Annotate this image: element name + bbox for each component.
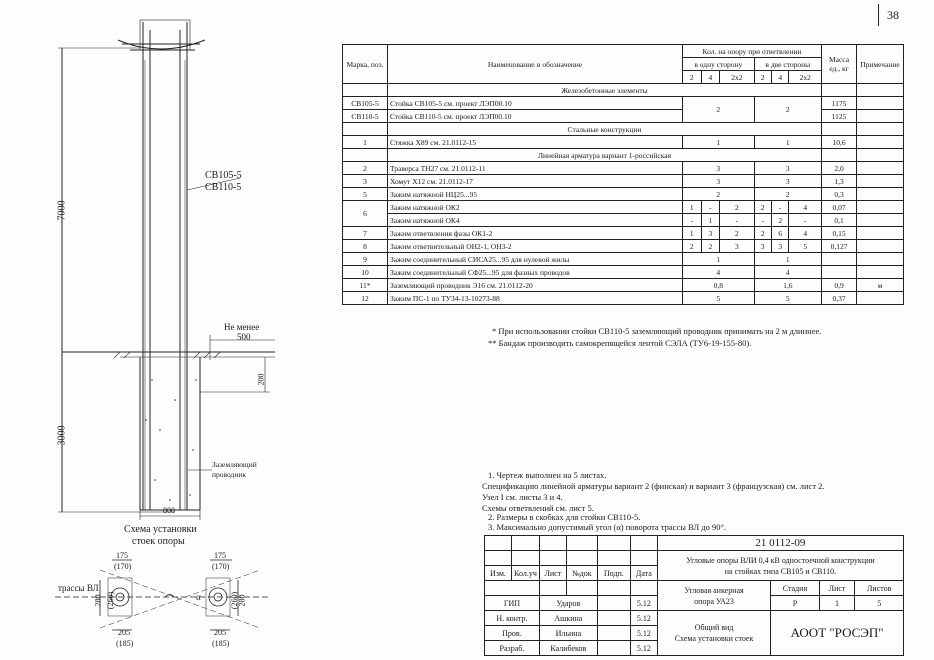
row-cell: - [772, 201, 789, 214]
note-2: 2. Размеры в скобках для стойки СВ110-5. [488, 512, 641, 522]
row-name: Зажим ответвительный ОН2-1, ОН3-2 [388, 240, 683, 253]
hdr-sub: 4 [701, 71, 720, 84]
note-3: 3. Максимально допустимый угол (α) поворота трассы ВЛ до 90°. [488, 522, 727, 532]
row-qty-two: 2 [754, 188, 821, 201]
row-cell: 2 [772, 214, 789, 227]
row-mass: 0,37 [822, 292, 857, 305]
dim-500: 500 [237, 332, 251, 342]
plan-dim-280-right: 280 [237, 594, 247, 607]
hdr-sub: 2 [754, 71, 771, 84]
row-name: Зажим соединительный СФ25...95 для фазных проводов [388, 266, 683, 279]
row-mass: 0,9 [822, 279, 857, 292]
row-cell: 3 [720, 240, 755, 253]
row-cell: 4 [789, 201, 822, 214]
row-name: Стойка СВ105-5 см. проект ЛЭП00.10 [388, 97, 683, 110]
plan-dim-170-left: (170) [114, 562, 132, 571]
stamp-code: 21 0112-09 [657, 536, 903, 551]
row-qty-two: 1,6 [754, 279, 821, 292]
hdr-sub: 2 [683, 71, 702, 84]
row-cell: - [789, 214, 822, 227]
ground-wire-label-1: Заземляющий [212, 460, 257, 469]
plan-dim-170-right: (170) [212, 562, 230, 571]
stamp-subject-line-2: опора УА23 [694, 596, 734, 606]
row-cell: 1 [683, 201, 702, 214]
row-cell: 2 [701, 240, 720, 253]
row-name: Стяжка Х89 см. 21.0112-15 [388, 136, 683, 149]
row-mark: 8 [343, 240, 388, 253]
dim-200: 200 [256, 373, 266, 386]
row-cell: 1 [701, 214, 720, 227]
row-qty-one: 1 [683, 136, 755, 149]
stamp-title-line-1: Угловые опоры ВЛИ 0,4 кВ одностоечной конструкции [686, 555, 875, 565]
plan-dim-280-left: 280 [93, 594, 103, 607]
row-cell: 1 [683, 227, 702, 240]
row-mass [822, 253, 857, 266]
footnote-1: * При использовании стойки СВ110-5 заземляющий проводник принимать на 2 м длиннее. [492, 326, 822, 336]
stamp-role: Н. контр. [485, 611, 540, 626]
pole-label-1: СВ105-5 [205, 170, 242, 181]
row-name: Зажим ПС-1 по ТУ34-13-10273-88 [388, 292, 683, 305]
row-mass: 0,15 [822, 227, 857, 240]
row-name: Зажим натяжной ОК4 [388, 214, 683, 227]
row-cell: 3 [701, 227, 720, 240]
note-1b: Спецификацию линейной арматуры вариант 2 (финская) и вариант 3 (французская) см. лист 2. [482, 481, 825, 491]
section-heading: Стальные конструкции [388, 123, 822, 136]
row-mass: 0,1 [822, 214, 857, 227]
drawing-caption-1: Схема установки [124, 524, 197, 535]
stamp-person: Ударов [539, 596, 597, 611]
row-mark: 7 [343, 227, 388, 240]
plan-route-label: трассы ВЛ [58, 583, 99, 593]
stamp-col: Лист [539, 566, 566, 581]
row-cell: 2 [720, 227, 755, 240]
stamp-col: Кол.уч [512, 566, 540, 581]
row-cell: 3 [772, 240, 789, 253]
plan-dim-185-right: (185) [212, 639, 230, 648]
row-qty-two: 1 [754, 136, 821, 149]
row-qty-two: 1 [754, 253, 821, 266]
stamp-title-line-2: на стойках типа СВ105 и СВ110. [724, 566, 837, 576]
stamp-sheets-label: Листов [855, 581, 904, 596]
row-mass: 1125 [822, 110, 857, 123]
stamp-org: АООТ "РОСЭП" [771, 611, 904, 656]
plan-dim-260-right: (260) [230, 591, 240, 610]
row-qty-one: 4 [683, 266, 755, 279]
hdr-two-sides: в две стороны [754, 58, 821, 71]
row-mark: 10 [343, 266, 388, 279]
row-cell: 2 [754, 201, 771, 214]
stamp-sheet-label: Лист [819, 581, 855, 596]
stamp-view-line-1: Общий вид [694, 623, 734, 632]
row-qty-two: 5 [754, 292, 821, 305]
drawing-caption-2: стоек опоры [132, 536, 185, 547]
footnote-2: ** Бандаж производить самокрепящейся лентой СЭЛА (ТУ6-19-155-80). [488, 338, 752, 348]
row-cell: - [754, 214, 771, 227]
plan-angle-alpha: α [196, 592, 201, 602]
row-name: Зажим натяжной ОК2 [388, 201, 683, 214]
stamp-person: Ильина [539, 626, 597, 641]
row-cell: - [720, 214, 755, 227]
note-1: 1. Чертеж выполнен на 5 листах. [488, 470, 607, 480]
hdr-sub: 4 [772, 71, 789, 84]
row-mass: 10,6 [822, 136, 857, 149]
row-qty-one: 1 [683, 253, 755, 266]
plan-dim-205-right: 205 [214, 628, 226, 637]
row-cell: - [683, 214, 702, 227]
page-number: 38 [887, 8, 899, 22]
row-mass: 0,07 [822, 201, 857, 214]
row-mark: СВ110-5 [343, 110, 388, 123]
stamp-col: №док [566, 566, 597, 581]
plan-dim-260-left: (260) [106, 591, 116, 610]
row-qty-two: 4 [754, 266, 821, 279]
hdr-qty: Кол. на опору при ответвлении [683, 45, 822, 58]
row-note: м [857, 279, 904, 292]
row-mark: 2 [343, 162, 388, 175]
row-mass: 1175 [822, 97, 857, 110]
stamp-stage-value: Р [771, 596, 819, 611]
dim-800: 800 [163, 506, 175, 515]
row-mass: 1,3 [822, 175, 857, 188]
row-qty-two: 2 [754, 97, 821, 123]
stamp-subject-line-1: Угловая анкерная [684, 585, 744, 595]
stamp-subject [657, 581, 770, 611]
row-cell: 4 [789, 227, 822, 240]
stamp-view-line-2: Схема установки стоек [674, 634, 754, 643]
row-mark: 6 [343, 201, 388, 227]
row-qty-two: 3 [754, 162, 821, 175]
row-mark: 5 [343, 188, 388, 201]
row-mass: 0,3 [822, 188, 857, 201]
stamp-col: Подп. [597, 566, 630, 581]
stamp-sheets-value: 5 [855, 596, 904, 611]
dim-3000: 3000 [56, 425, 68, 446]
row-name: Хомут Х12 см. 21.0112-17 [388, 175, 683, 188]
row-cell: 2 [754, 227, 771, 240]
hdr-sub: 2х2 [720, 71, 755, 84]
row-mark: СВ105-5 [343, 97, 388, 110]
row-mark: 3 [343, 175, 388, 188]
row-cell: 5 [789, 240, 822, 253]
row-cell: - [701, 201, 720, 214]
row-cell: 2 [683, 240, 702, 253]
row-name: Траверса ТН27 см. 21.0112-11 [388, 162, 683, 175]
row-cell: 3 [754, 240, 771, 253]
stamp-col: Дата [630, 566, 657, 581]
stamp-date: 5.12 [630, 641, 657, 656]
section-heading: Железобетонные элементы [388, 84, 822, 97]
row-qty-one: 0,8 [683, 279, 755, 292]
row-qty-one: 3 [683, 175, 755, 188]
stamp-date: 5.12 [630, 611, 657, 626]
hdr-sub: 2х2 [789, 71, 822, 84]
row-name: Зажим ответвления фазы ОК1-2 [388, 227, 683, 240]
hdr-mass: Масса ед., кг [822, 45, 857, 84]
pole-plan-drawing [0, 550, 300, 655]
row-qty-one: 2 [683, 188, 755, 201]
row-qty-one: 5 [683, 292, 755, 305]
section-heading: Линейная арматура вариант 1-российская [388, 149, 822, 162]
row-qty-one: 3 [683, 162, 755, 175]
plan-dim-205-left: 205 [118, 628, 130, 637]
stamp-role: ГИП [485, 596, 540, 611]
stamp-date: 5.12 [630, 626, 657, 641]
stamp-title [657, 551, 903, 581]
note-1c: Узел I см. листы 3 и 4. [482, 492, 563, 502]
page-number-box [878, 4, 907, 26]
dim-min-label: Не менее [224, 322, 260, 332]
stamp-role: Разраб. [485, 641, 540, 656]
ground-wire-label-2: проводник [212, 470, 247, 479]
row-cell: 2 [720, 201, 755, 214]
row-qty-two: 3 [754, 175, 821, 188]
row-mark: 12 [343, 292, 388, 305]
stamp-person: Ашкина [539, 611, 597, 626]
row-mass [822, 266, 857, 279]
hdr-name: Наименование и обозначение [388, 45, 683, 84]
row-mark: 1 [343, 136, 388, 149]
row-mark: 9 [343, 253, 388, 266]
row-cell: 6 [772, 227, 789, 240]
row-qty-one: 2 [683, 97, 755, 123]
pole-label-2: СВ110-5 [205, 182, 242, 193]
plan-dim-175-left: 175 [116, 551, 128, 560]
plan-dim-175-right: 175 [214, 551, 226, 560]
stamp-col: Изм. [485, 566, 512, 581]
row-name: Зажим натяжной НЦ25...95 [388, 188, 683, 201]
plan-dim-185-left: (185) [116, 639, 134, 648]
hdr-mark: Марка, поз. [343, 45, 388, 84]
stamp-role: Пров. [485, 626, 540, 641]
row-name: Стойка СВ110-5 см. проект ЛЭП00.10 [388, 110, 683, 123]
row-mark: 11* [343, 279, 388, 292]
hdr-notes: Примечание [857, 45, 904, 84]
hdr-one-side: в одну сторону [683, 58, 755, 71]
row-name: Заземляющий проводник Э16 см. 21.0112-20 [388, 279, 683, 292]
specification-table [342, 44, 904, 305]
row-name: Зажим соединительный СИСА25...95 для нулевой жилы [388, 253, 683, 266]
title-block [484, 535, 904, 656]
stamp-date: 5.12 [630, 596, 657, 611]
row-mass: 2,0 [822, 162, 857, 175]
row-mass: 0,127 [822, 240, 857, 253]
stamp-stage-label: Стадия [771, 581, 819, 596]
stamp-person: Калибеков [539, 641, 597, 656]
stamp-view [657, 611, 770, 656]
note-1d: Схемы ответвлений см. лист 5. [482, 503, 594, 513]
stamp-sheet-value: 1 [819, 596, 855, 611]
dim-7000: 7000 [56, 200, 68, 221]
